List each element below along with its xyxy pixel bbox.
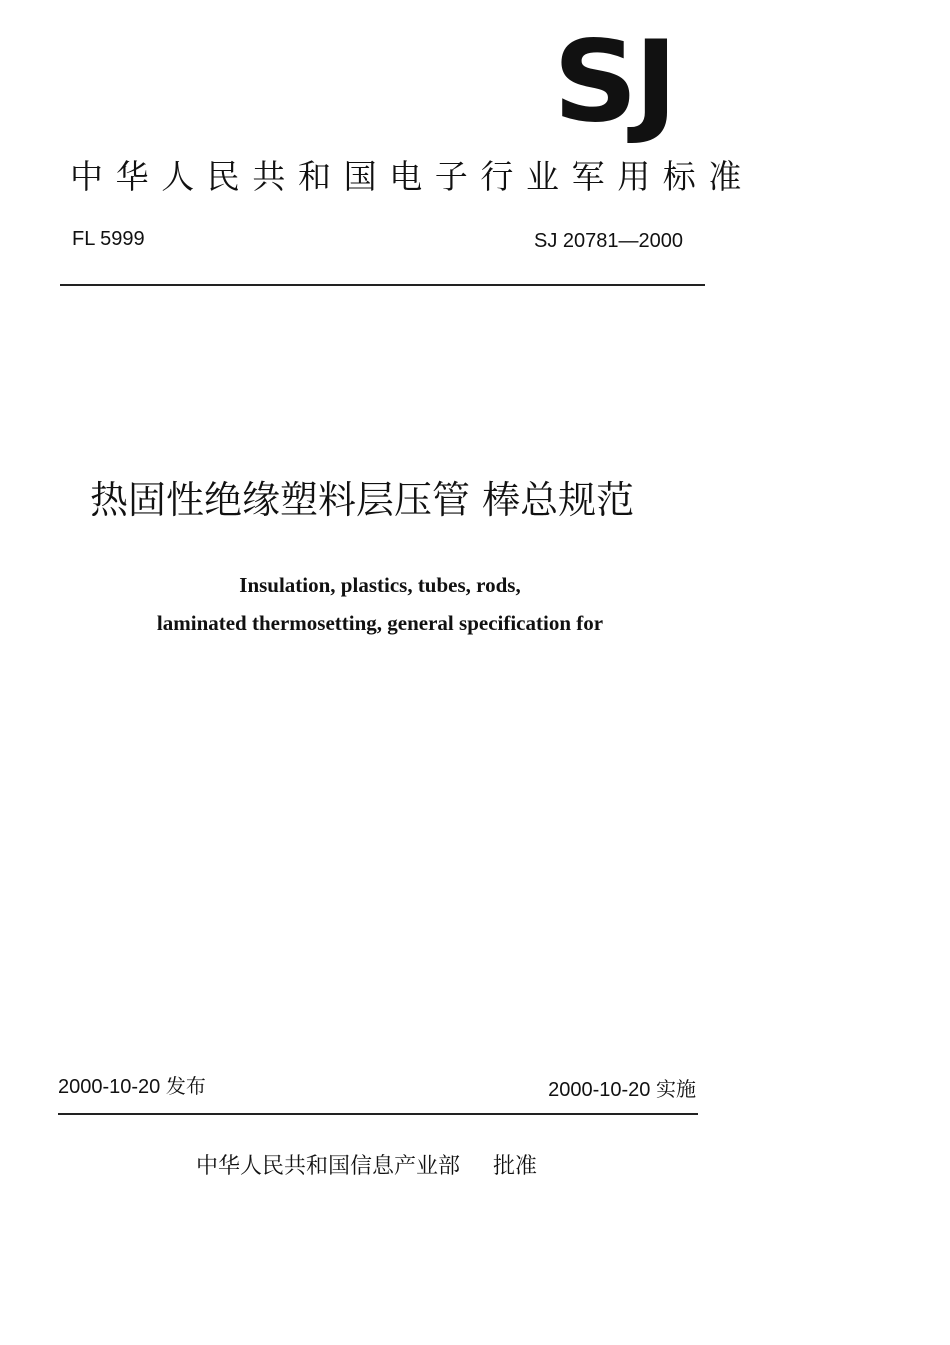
standard-series-title: 中华人民共和国电子行业军用标准 xyxy=(70,157,754,196)
implementation-date: 2000-10-20 实施 xyxy=(548,1079,696,1101)
approval-line xyxy=(196,1150,537,1184)
document-title-chinese: 热固性绝缘塑料层压管 棒总规范 xyxy=(90,478,635,522)
approving-department: 中华人民共和国信息产业部 xyxy=(196,1154,461,1179)
classification-code: FL 5999 xyxy=(72,228,145,250)
standard-number: SJ 20781—2000 xyxy=(533,230,683,252)
english-title-line-1: Insulation, plastics, tubes, rods, xyxy=(239,573,521,597)
sj-logo: SJ xyxy=(553,16,674,148)
issue-date: 2000-10-20 发布 xyxy=(58,1076,206,1098)
approval-action: 批准 xyxy=(493,1154,538,1179)
top-divider xyxy=(60,284,705,286)
document-title-english xyxy=(100,566,660,642)
english-title-line-2: laminated thermosetting, general specification for xyxy=(156,611,604,635)
bottom-divider xyxy=(58,1113,698,1115)
